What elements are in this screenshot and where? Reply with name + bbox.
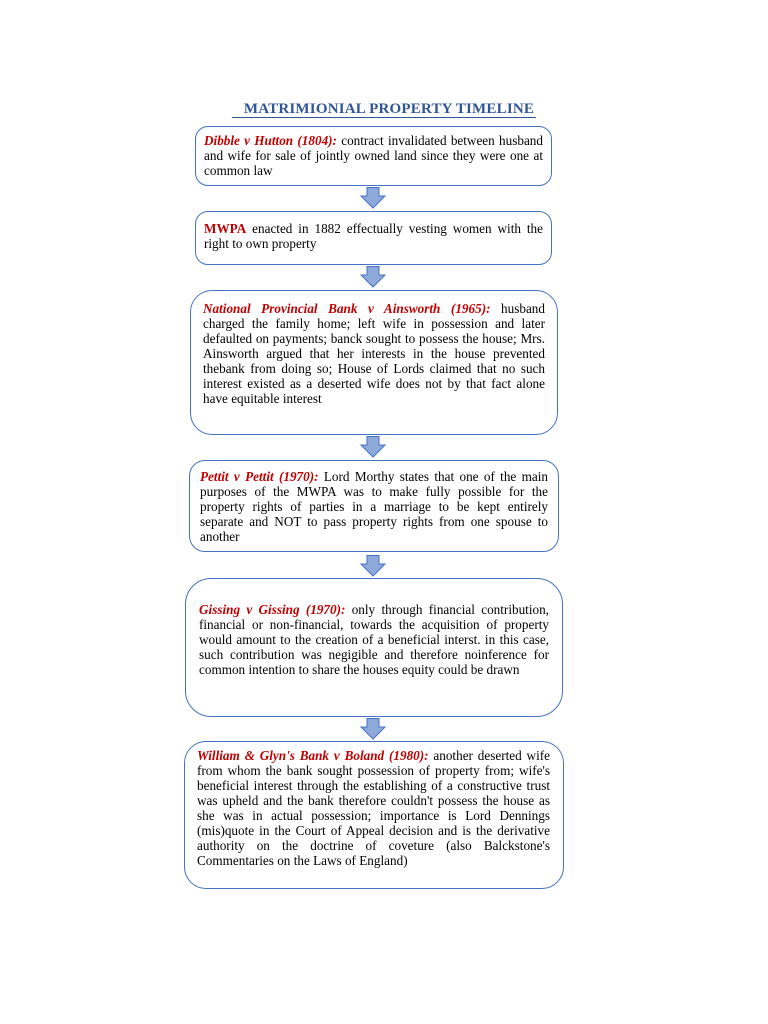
down-arrow-icon — [360, 555, 386, 577]
timeline-step-ainsworth — [190, 290, 558, 435]
case-description: husband charged the family home; left wife in possession and later defaulted on payments; banck sought to possess the house; Mrs. Ainsworth argued that her interests in the house prevented thebank from doing so; House of Lords claimed that no such interest existed as a deserted wife does not by that fact alone have equitable interest — [203, 301, 545, 406]
case-description: Lord Morthy states that one of the main purposes of the MWPA was to make fully possible for the property rights of parties in a marriage to be kept entirely separate and NOT to pass property rights from one spouse to another — [200, 469, 548, 544]
timeline-step-boland — [184, 741, 564, 889]
down-arrow-icon — [360, 266, 386, 288]
act-name: MWPA — [204, 221, 247, 236]
down-arrow-icon — [360, 436, 386, 458]
case-description: another deserted wife from whom the bank sought possession of property from; wife's beneficial interest through the establishing of a constructive trust was upheld and the bank therefore couldn't possess the house as she was in actual possession; importance is Lord Dennings (mis)quote in the Court of Appeal decision and is the derivative authority on the doctrine of coveture (also Balckstone's Commentaries on the Laws of England) — [197, 748, 550, 868]
case-name: Pettit v Pettit (1970): — [200, 469, 319, 484]
act-description: enacted in 1882 effectually vesting women with the right to own property — [204, 221, 543, 251]
timeline-step-pettit — [189, 460, 559, 552]
timeline-step-gissing — [185, 578, 563, 717]
case-description: contract invalidated between husband and wife for sale of jointly owned land since they were one at common law — [204, 133, 543, 178]
case-name: Gissing v Gissing (1970): — [199, 602, 346, 617]
case-name: National Provincial Bank v Ainsworth (1965): — [203, 301, 491, 316]
case-name: William & Glyn's Bank v Boland (1980): — [197, 748, 429, 763]
down-arrow-icon — [360, 187, 386, 209]
case-name: Dibble v Hutton (1804): — [204, 133, 337, 148]
page-title-text: MATRIMIONIAL PROPERTY TIMELINE — [232, 101, 536, 118]
timeline-step-mwpa — [195, 211, 552, 265]
page-title — [0, 101, 768, 118]
down-arrow-icon — [360, 718, 386, 740]
timeline-step-dibble-v-hutton — [195, 126, 552, 186]
case-description: only through financial contribution, financial or non-financial, towards the acquisition of property would amount to the creation of a beneficial interst. in this case, such contribution was negigible and therefore noinference for common intention to share the houses equity could be drawn — [199, 602, 549, 677]
